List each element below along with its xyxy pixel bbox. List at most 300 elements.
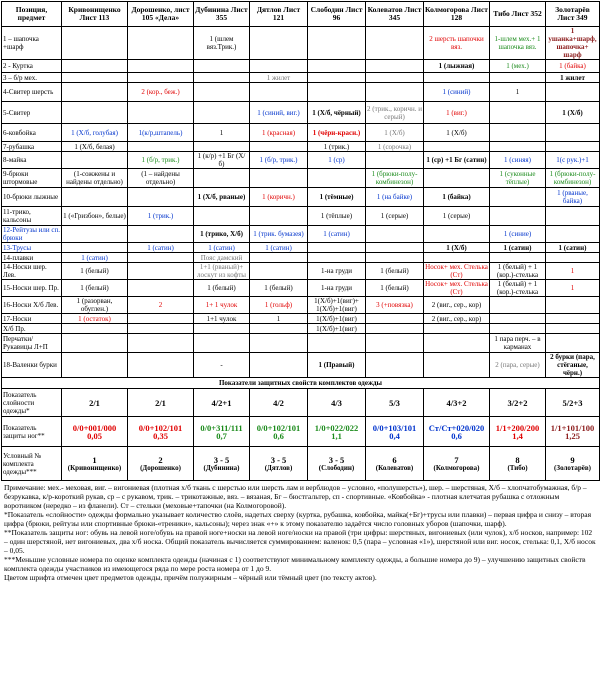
table-cell: 1 (б/р, трик.)	[250, 152, 308, 169]
table-cell: 1 (синие)	[490, 226, 546, 243]
kit-number: 3 - 5	[270, 454, 287, 465]
table-cell	[490, 73, 546, 83]
table-cell: 1 (Х/б, чёрный)	[308, 102, 366, 124]
row-label: Х/б Пр.	[2, 324, 62, 334]
table-cell	[546, 142, 600, 152]
indicator-value: 5/2+3	[562, 397, 583, 408]
header-person: Тибо Лист 352	[490, 2, 546, 27]
table-cell: 1 (трик.)	[128, 207, 194, 226]
table-cell: 1-на груди	[308, 280, 366, 297]
table-cell: 1 (мех.)	[490, 60, 546, 73]
indicator-cell	[424, 447, 490, 481]
table-cell: Носок+ мех. Стелька (Ст)	[425, 280, 488, 296]
table-cell	[194, 169, 250, 188]
table-cell	[194, 83, 250, 102]
row-label: 18-Валенки бурки	[2, 353, 62, 378]
table-cell	[250, 324, 308, 334]
table-cell	[366, 83, 424, 102]
table-cell: 1(с рук.)+1	[546, 152, 600, 169]
kit-name: (Колеватов)	[375, 463, 414, 472]
table-cell: 1 (белый)	[366, 280, 424, 297]
indicator-sum: 0,6	[273, 430, 284, 441]
indicator-row	[2, 389, 600, 417]
indicator-sum: 1,4	[512, 430, 523, 441]
table-cell: 1 (сорочка)	[366, 142, 424, 152]
table-cell: 1 (шлем вяз.Трик.)	[194, 27, 250, 60]
indicator-value: 4/2	[273, 397, 284, 408]
row-label: 11-трико, кальсоны	[2, 207, 62, 226]
table-cell: 1 (трик.)	[308, 142, 366, 152]
table-cell: 1	[546, 263, 600, 280]
table-cell: 1 (Х/б)	[424, 243, 490, 253]
indicator-cell	[128, 417, 194, 447]
table-cell	[128, 263, 194, 280]
kit-number: 3 - 5	[328, 454, 345, 465]
table-cell	[490, 253, 546, 263]
indicator-cell	[128, 389, 194, 417]
indicator-value: 1/1+200/200	[495, 422, 540, 433]
table-cell: 1(к/р,штапель)	[128, 124, 194, 142]
table-cell: 1(Х/б)+1(виг)+ 1(Х/б)+1(виг)	[308, 297, 366, 314]
table-cell: 1 (виг.)	[424, 102, 490, 124]
table-cell: 1+ 1 чулок	[194, 297, 250, 314]
table-cell	[366, 314, 424, 324]
indicator-cell	[62, 417, 128, 447]
table-cell	[366, 243, 424, 253]
table-cell	[546, 207, 600, 226]
row-label: 9-брюки штормовые	[2, 169, 62, 188]
kit-number: 6	[392, 454, 397, 465]
table-cell: 1 (коричн.)	[250, 188, 308, 207]
indicator-cell	[366, 417, 424, 447]
table-cell: 1 (белый) + 1 (кор.)-стелька	[490, 280, 546, 297]
table-cell: 1	[546, 280, 600, 297]
table-cell	[128, 60, 194, 73]
row-label: 5-Свитер	[2, 102, 62, 124]
table-cell: 1 жилет	[250, 73, 308, 83]
indicator-cell	[250, 447, 308, 481]
row-label: 13-Трусы	[2, 243, 62, 253]
indicator-row	[2, 447, 600, 481]
note-paragraph: ***Меньшие условные номера по оценке комплекта одежды (начиная с 1) соответствуют минимальному комплекту одежды, а большие номера до 9) – улучшению защитных свойств комплекта одежды участников из имеющегося ряда по мере роста номера от 1 до 9.	[4, 555, 586, 573]
indicator-cell	[62, 389, 128, 417]
table-cell: 1 (Правый)	[308, 353, 366, 378]
table-cell: 1 (Х/б, голубая)	[62, 124, 128, 142]
table-cell: Носок+ мех. Стелька (Ст)	[425, 263, 488, 279]
table-cell: 1	[490, 83, 546, 102]
row-label: 4-Свитер шерсть	[2, 83, 62, 102]
table-cell	[128, 188, 194, 207]
table-cell	[128, 314, 194, 324]
table-cell	[366, 152, 424, 169]
table-cell: 1 ушанка+шарф, шапочка+ шарф	[546, 27, 600, 60]
table-cell	[490, 314, 546, 324]
table-row	[2, 60, 600, 73]
indicator-value: Ст/Ст+020/020	[428, 422, 485, 433]
indicator-cell	[194, 417, 250, 447]
table-cell	[128, 253, 194, 263]
indicator-value: 5/3	[389, 397, 400, 408]
indicator-cell	[308, 389, 366, 417]
indicator-cell	[490, 389, 546, 417]
table-row	[2, 314, 600, 324]
row-label: 12-Рейтузы или сп. брюки	[3, 226, 61, 242]
table-cell	[194, 324, 250, 334]
indicator-value: 0/0+311/111	[200, 422, 243, 433]
table-cell: 2 шерсть шапочки вяз.	[424, 27, 490, 60]
table-cell	[62, 334, 128, 353]
header-person: Дятлов Лист 121	[250, 2, 308, 27]
table-cell	[62, 353, 128, 378]
table-cell: 1-шлем мех.+ 1 шапочка вяз.	[490, 27, 546, 60]
table-cell: 1+1 чулок	[194, 314, 250, 324]
indicator-row	[2, 417, 600, 447]
indicator-value: 4/3+2	[446, 397, 467, 408]
table-cell	[546, 124, 600, 142]
table-cell: 1 (тёплые)	[308, 207, 366, 226]
indicator-cell	[194, 389, 250, 417]
indicator-value: 0/0+102/101	[256, 422, 301, 433]
table-cell	[424, 73, 490, 83]
table-cell	[546, 297, 600, 314]
table-cell	[128, 27, 194, 60]
table-cell	[490, 188, 546, 207]
indicator-value: 2/1	[89, 397, 100, 408]
table-cell: 2	[128, 297, 194, 314]
indicator-cell	[546, 447, 600, 481]
indicator-value: 4/2+1	[211, 397, 232, 408]
table-cell: -	[194, 353, 250, 378]
table-cell	[424, 324, 490, 334]
indicator-cell	[490, 417, 546, 447]
table-cell: (1 – найдены отдельно)	[128, 169, 194, 188]
table-cell: 1 (брюки-полу-комбинезон)	[546, 169, 600, 188]
table-cell	[308, 60, 366, 73]
header-person: Дубинина Лист 355	[194, 2, 250, 27]
table-row	[2, 188, 600, 207]
table-cell	[546, 334, 600, 353]
kit-name: (Дорошенко)	[140, 463, 181, 472]
table-cell	[546, 324, 600, 334]
table-cell: 1 (Х/б, белая)	[62, 142, 128, 152]
table-row	[2, 253, 600, 263]
indicator-label: Показатель защиты ног**	[2, 417, 62, 447]
row-label: 2 - Куртка	[2, 60, 62, 73]
indicator-cell	[366, 389, 424, 417]
table-cell: 1 (разорван, обуглен.)	[62, 297, 128, 314]
table-cell	[250, 253, 308, 263]
table-cell: 1 пара перч. – в карманах	[490, 334, 546, 353]
kit-name: (Колмогорова)	[433, 463, 480, 472]
table-cell	[546, 83, 600, 102]
table-cell: 1 (лыжная)	[424, 60, 490, 73]
table-cell	[128, 280, 194, 297]
table-body	[2, 2, 600, 481]
table-cell: 1-на груди	[308, 263, 366, 280]
table-cell: 1 (серые)	[424, 207, 490, 226]
notes-block	[4, 483, 596, 582]
indicator-value: 1/0+022/022	[314, 422, 359, 433]
indicator-label: Условный № комплекта одежды***	[2, 447, 62, 481]
row-label: 1 – шапочка +шарф	[2, 27, 62, 60]
note-paragraph: *Показатель «слойности» одежды формально указывает количество слоёв, надетых сверху (куртка, рубашка, ковбойка, майка(+Бг)+трусы или плавки) – первая цифра и снизу – вторая цифра (брюки, рейтузы или спортивные брюки-«треники», кальсоны); через знак «+» к этому показателю задаётся число головных уборов (шапочки, шарф).	[4, 510, 592, 528]
header-row	[2, 2, 600, 27]
table-cell: 1	[194, 124, 250, 142]
table-cell: 1	[250, 314, 308, 324]
table-cell: 1 (тёмные)	[308, 188, 366, 207]
header-person: Кривонищенко Лист 113	[62, 2, 128, 27]
table-cell	[366, 334, 424, 353]
table-cell	[308, 169, 366, 188]
table-cell: (1-сожжены и найдены отдельно)	[62, 169, 128, 188]
table-cell: 1 (красная)	[250, 124, 308, 142]
table-cell: 2 (трик., коричн. и серый)	[366, 102, 424, 124]
table-cell	[62, 243, 128, 253]
table-cell	[62, 60, 128, 73]
row-label: 8-майка	[2, 152, 62, 169]
kit-name: (Кривонищенко)	[67, 463, 122, 472]
row-label: 6-ковбойка	[2, 124, 62, 142]
table-cell	[308, 253, 366, 263]
indicator-value: 2/1	[155, 397, 166, 408]
table-cell	[62, 73, 128, 83]
table-cell	[424, 253, 490, 263]
row-label: 3 – б/р мех.	[2, 73, 62, 83]
indicator-value: 1/1+101/100	[550, 422, 595, 433]
header-person: Дорошенко, лист 105 «Дела»	[128, 2, 194, 27]
table-cell: 2 (виг., сер., кор)	[424, 297, 490, 314]
table-cell	[308, 243, 366, 253]
table-cell	[194, 102, 250, 124]
table-cell	[424, 142, 490, 152]
table-cell: 1 (ср) +1 Бг (сатин)	[424, 152, 490, 169]
table-row	[2, 297, 600, 314]
table-cell: 2 бурки (пара, стёганые, чёрн.)	[546, 353, 600, 378]
indicator-cell	[490, 447, 546, 481]
indicator-value: 4/3	[331, 397, 342, 408]
row-label: 16-Носки Х/б Лев.	[2, 297, 62, 314]
table-cell	[62, 226, 128, 243]
table-cell	[250, 83, 308, 102]
table-cell: 1 (суконные тёплые)	[490, 169, 546, 188]
table-row	[2, 280, 600, 297]
table-cell	[366, 60, 424, 73]
table-cell	[128, 142, 194, 152]
table-cell: 1 (Х/б, рваные)	[194, 188, 250, 207]
table-row	[2, 102, 600, 124]
table-cell: 1 (сатин)	[490, 243, 546, 253]
table-cell	[250, 60, 308, 73]
table-row	[2, 169, 600, 188]
indicator-cell	[546, 417, 600, 447]
table-cell	[490, 207, 546, 226]
kit-number: 2	[158, 454, 163, 465]
table-row	[2, 226, 600, 243]
table-row	[2, 243, 600, 253]
table-cell	[308, 73, 366, 83]
header-person: Колмогорова Лист 128	[424, 2, 490, 27]
table-row	[2, 83, 600, 102]
table-cell: 1 (сатин)	[308, 226, 366, 243]
table-cell: 1 (белый)	[194, 280, 250, 297]
table-cell: 1 (белый)	[366, 263, 424, 280]
note-paragraph: Цветом шрифта отмечен цвет предметов одежды, причём полужирным – чёрный или тёмный цвет (по тексту актов).	[4, 573, 377, 582]
table-cell: Пояс дамский	[194, 253, 250, 263]
indicator-cell	[194, 447, 250, 481]
indicator-cell	[250, 389, 308, 417]
table-cell	[250, 263, 308, 280]
table-cell	[490, 124, 546, 142]
table-cell	[366, 353, 424, 378]
table-cell	[546, 253, 600, 263]
table-cell	[250, 169, 308, 188]
header-person: Золотарёв Лист 349	[546, 2, 600, 27]
table-cell: 1 (чёрн-красн.)	[308, 124, 366, 142]
indicator-value: 3/2+2	[507, 397, 528, 408]
table-cell	[250, 334, 308, 353]
table-row	[2, 207, 600, 226]
table-cell	[308, 27, 366, 60]
note-paragraph: Примечание: мех.- меховая, виг. – вигониевая (плотная х/б ткань с шерстью или шерсть лам и верблюдов – условно, «полушерсть»), шер. – шерстяная, Х/б – хлопчатобумажная, б/р –безрукавка, к/р-короткий рукав, ср – с рукавом, трик. – трикотажные, вяз. – вязаная, Бг – бюстгальтер, сп - спортивные. «Ковбойка» - плотная клетчатая рубашка с отложным воротником (нередко – из фланели). Ст – стельки (меховые+тапочки (на Колмогоровой).	[4, 483, 587, 510]
table-cell: 1 (рваные, байка)	[546, 188, 600, 207]
kit-name: (Дубинина)	[203, 463, 240, 472]
table-cell: 1(Х/б)+1(виг)	[308, 314, 366, 324]
table-cell	[308, 83, 366, 102]
indicator-cell	[308, 447, 366, 481]
table-cell	[128, 334, 194, 353]
table-cell: 1 (синяя)	[490, 152, 546, 169]
header-person: Слободин Лист 96	[308, 2, 366, 27]
table-cell: 1 (синий, виг.)	[250, 102, 308, 124]
indicator-cell	[424, 389, 490, 417]
table-cell	[62, 27, 128, 60]
table-row	[2, 27, 600, 60]
table-cell: 1 (серые)	[366, 207, 424, 226]
table-cell: 1 (байка)	[424, 188, 490, 207]
row-label: 15-Носки шер. Пр.	[2, 280, 62, 297]
table-cell: 1 (сатин)	[128, 243, 194, 253]
table-cell	[194, 207, 250, 226]
table-row	[2, 152, 600, 169]
table-cell: 1 (сатин)	[546, 243, 600, 253]
table-cell	[128, 324, 194, 334]
kit-number: 9	[570, 454, 575, 465]
table-cell	[194, 60, 250, 73]
table-cell: 1 (трик. бумазея)	[250, 226, 308, 243]
indicator-value: 0/0+102/101	[138, 422, 183, 433]
clothing-table	[1, 1, 600, 481]
table-cell	[424, 334, 490, 353]
table-cell	[366, 324, 424, 334]
table-cell	[62, 152, 128, 169]
table-cell	[546, 226, 600, 243]
kit-name: (Дятлов)	[264, 463, 293, 472]
row-label: 17-Носки	[2, 314, 62, 324]
table-cell: 1 («Гризбон», белые)	[62, 207, 128, 226]
table-cell	[490, 142, 546, 152]
indicator-sum: 0,6	[451, 430, 462, 441]
indicator-sum: 0,35	[153, 430, 168, 441]
table-cell: 1 (брюки-полу-комбинезон)	[366, 169, 424, 188]
table-cell	[490, 297, 546, 314]
table-row	[2, 142, 600, 152]
indicator-value: 0/0+103/101	[372, 422, 417, 433]
table-cell	[490, 102, 546, 124]
indicator-sum: 1,1	[331, 430, 342, 441]
table-row	[2, 263, 600, 280]
table-cell: 3 (+повязка)	[366, 297, 424, 314]
indicator-cell	[128, 447, 194, 481]
table-cell: 1 (сатин)	[250, 243, 308, 253]
table-cell: 1 (белый)	[62, 280, 128, 297]
table-cell: 1 жилет	[546, 73, 600, 83]
table-cell: 2 (виг., сер., кор)	[424, 314, 490, 324]
table-cell	[546, 314, 600, 324]
table-cell	[62, 83, 128, 102]
kit-name: (Слободин)	[318, 463, 355, 472]
table-cell: 1 (белый)	[62, 263, 128, 280]
table-cell: 1 (белый) + 1 (кор.)-стелька	[490, 263, 546, 280]
header-person: Колеватов Лист 345	[366, 2, 424, 27]
table-cell	[424, 353, 490, 378]
table-cell	[424, 169, 490, 188]
table-cell	[194, 334, 250, 353]
table-cell: 2 (кор., беж.)	[128, 83, 194, 102]
indicator-cell	[424, 417, 490, 447]
indicator-sum: 0,05	[87, 430, 102, 441]
row-label: 7-рубашка	[2, 142, 62, 152]
table-cell: 1 (к/р) +1 Бг (Х/б)	[194, 152, 250, 169]
kit-name: (Тибо)	[507, 463, 528, 472]
table-cell: 1 (белый)	[250, 280, 308, 297]
table-cell	[366, 73, 424, 83]
table-cell	[62, 324, 128, 334]
row-label: 14-Носки шер. Лев.	[2, 263, 62, 280]
table-cell: 1 (Х/б)	[366, 124, 424, 142]
table-row	[2, 324, 600, 334]
indicator-sum: 0,7	[216, 430, 227, 441]
indicator-cell	[62, 447, 128, 481]
table-cell: 2 (пара, серые)	[490, 353, 546, 378]
kit-number: 1	[92, 454, 97, 465]
table-cell	[424, 226, 490, 243]
row-label: 14-плавки	[2, 253, 62, 263]
table-cell	[366, 27, 424, 60]
table-cell: 1 (байка)	[546, 60, 600, 73]
note-paragraph: **Показатель защиты ног: обувь на левой ноге/обувь на правой ноге+носки на левой ноге/носки на правой (три цифры: шерстяных, вигониевых (или чулок), х/б носков, например: 102 – один шерстяной, нет вигониевых, два х/б носка. Общий показатель вычисляется суммированием: валенок: 0,5 (пара – условная «1»), шерстяной или виг. носок, стелька: 0,1, Х/б носок – 0,05.	[4, 528, 596, 555]
table-cell	[128, 226, 194, 243]
indicator-sum: 1,25	[565, 430, 580, 441]
table-cell: 1 (гольф)	[250, 297, 308, 314]
table-cell: 1 (сатин)	[62, 253, 128, 263]
table-cell	[250, 353, 308, 378]
table-cell: 1 (Х/б)	[424, 124, 490, 142]
table-cell	[366, 253, 424, 263]
section-title: Показатели защитных свойств комплектов одежды	[2, 378, 600, 389]
table-cell: 1 (на байке)	[366, 188, 424, 207]
indicator-cell	[366, 447, 424, 481]
indicator-label: Показатель слойности одежды*	[2, 389, 62, 417]
kit-number: 7	[454, 454, 459, 465]
table-cell	[62, 188, 128, 207]
table-row	[2, 353, 600, 378]
indicator-cell	[546, 389, 600, 417]
table-cell	[128, 73, 194, 83]
table-cell	[194, 73, 250, 83]
row-label: 10-брюки лыжные	[2, 188, 62, 207]
table-row	[2, 334, 600, 353]
table-cell	[250, 142, 308, 152]
